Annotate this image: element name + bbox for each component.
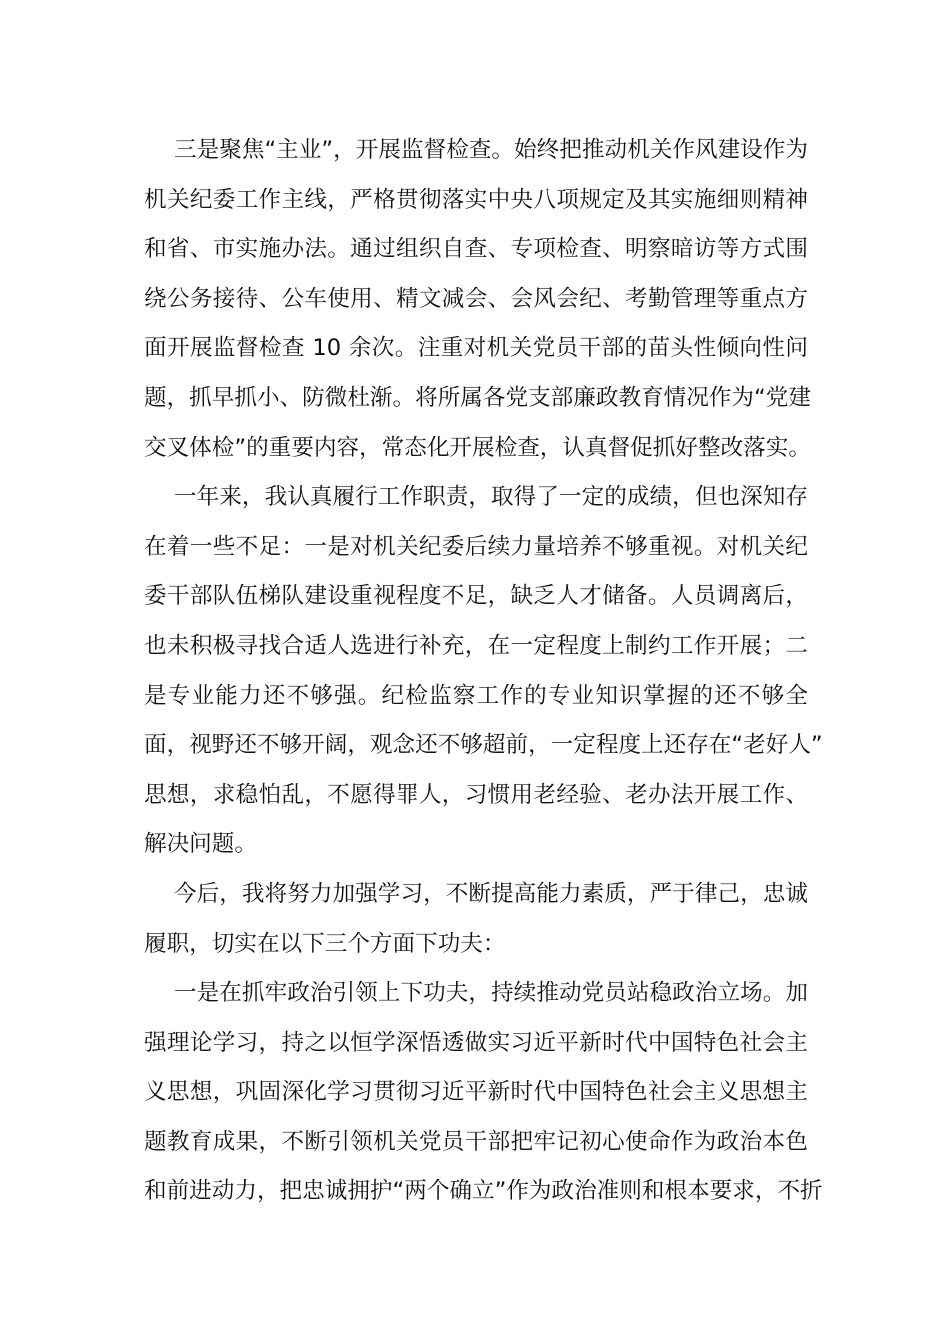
paragraph-shortcomings: [144, 473, 823, 870]
text-line: 和前进动力，把忠诚拥护“两个确立”作为政治准则和根本要求，不折: [144, 1178, 823, 1205]
text-line: 履职，切实在以下三个方面下功夫：: [144, 930, 506, 957]
document-body: [144, 126, 823, 1217]
text-line: 强理论学习，持之以恒学深悟透做实习近平新时代中国特色社会主: [144, 1029, 808, 1056]
text-line: 一是在抓牢政治引领上下功夫，持续推动党员站稳政治立场。加: [174, 980, 808, 1007]
paragraph-future-plan: [144, 870, 808, 969]
text-line: 解决问题。: [144, 831, 257, 858]
text-line: 和省、市实施办法。通过组织自查、专项检查、明察暗访等方式围: [144, 236, 808, 263]
text-line: 也未积极寻找合适人选进行补充，在一定程度上制约工作开展；二: [144, 632, 808, 659]
paragraph-political-guidance: [144, 969, 823, 1217]
text-line: 绕公务接待、公车使用、精文减会、会风会纪、考勤管理等重点方: [144, 285, 808, 312]
text-line: 题，抓早抓小、防微杜渐。将所属各党支部廉政教育情况作为“党建: [144, 384, 811, 411]
text-line: 是专业能力还不够强。纪检监察工作的专业知识掌握的还不够全: [144, 682, 808, 709]
paragraph-supervision: [144, 126, 811, 473]
text-line: 面，视野还不够开阔，观念还不够超前，一定程度上还存在“老好人”: [144, 732, 823, 759]
text-line: 委干部队伍梯队建设重视程度不足，缺乏人才储备。人员调离后，: [144, 583, 808, 610]
text-line: 机关纪委工作主线，严格贯彻落实中央八项规定及其实施细则精神: [144, 186, 808, 213]
text-line: 今后，我将努力加强学习，不断提高能力素质，严于律己，忠诚: [174, 880, 808, 907]
text-line: 交叉体检”的重要内容，常态化开展检查，认真督促抓好整改落实。: [144, 434, 811, 461]
text-line: 义思想，巩固深化学习贯彻习近平新时代中国特色社会主义思想主: [144, 1079, 808, 1106]
text-line: 一年来，我认真履行工作职责，取得了一定的成绩，但也深知存: [174, 484, 808, 511]
text-line: 在着一些不足：一是对机关纪委后续力量培养不够重视。对机关纪: [144, 533, 808, 560]
text-line: 面开展监督检查 10 余次。注重对机关党员干部的苗头性倾向性问: [144, 335, 808, 362]
text-line: 思想，求稳怕乱，不愿得罪人，习惯用老经验、老办法开展工作、: [144, 781, 808, 808]
text-line: 题教育成果，不断引领机关党员干部把牢记初心使命作为政治本色: [144, 1128, 808, 1155]
text-line: 三是聚焦“主业”，开展监督检查。始终把推动机关作风建设作为: [174, 137, 808, 163]
